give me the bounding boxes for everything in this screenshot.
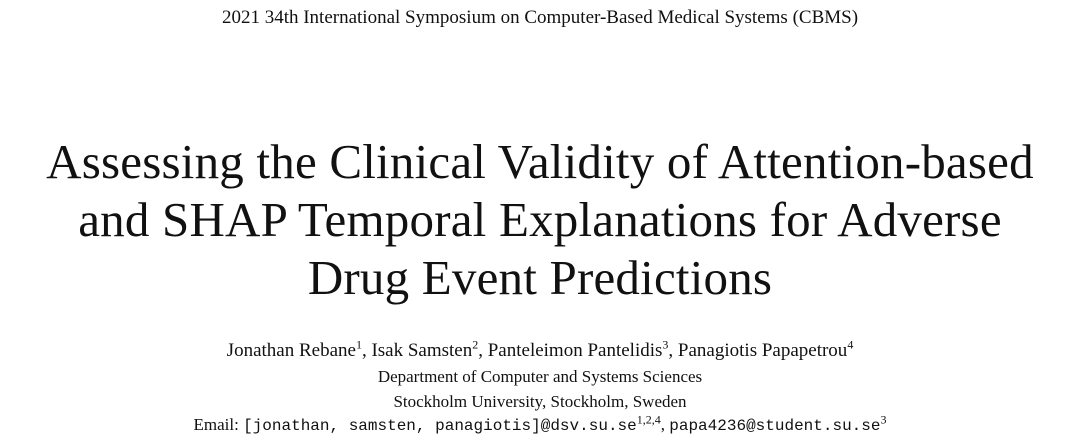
author-affiliation-marker: 2 bbox=[472, 337, 479, 352]
author-affiliation-marker: 1 bbox=[355, 337, 362, 352]
affiliation-university: Stockholm University, Stockholm, Sweden bbox=[393, 392, 687, 411]
email-label: Email: bbox=[193, 415, 244, 434]
conference-header: 2021 34th International Symposium on Computer-Based Medical Systems (CBMS) bbox=[221, 7, 859, 28]
email-address[interactable]: papa4236@student.su.se bbox=[669, 417, 881, 435]
author-separator: , bbox=[478, 340, 488, 361]
email-affiliation-marker: 3 bbox=[880, 412, 887, 427]
email-address[interactable]: [jonathan, samsten, panagiotis]@dsv.su.se bbox=[243, 417, 637, 435]
author-separator: , bbox=[668, 340, 678, 361]
paper-title bbox=[0, 133, 1080, 307]
author-affiliation-marker: 3 bbox=[662, 337, 669, 352]
author-name: Isak Samsten bbox=[371, 340, 473, 361]
author-separator: , bbox=[361, 340, 372, 361]
author-name: Panteleimon Pantelidis bbox=[487, 340, 663, 361]
author-name: Panagiotis Papapetrou bbox=[677, 340, 848, 361]
affiliation-department: Department of Computer and Systems Sciences bbox=[377, 367, 703, 386]
author-affiliation-marker: 4 bbox=[847, 337, 854, 352]
email-separator: , bbox=[660, 415, 670, 434]
title-line: Assessing the Clinical Validity of Attention-based bbox=[46, 134, 1034, 189]
title-line: and SHAP Temporal Explanations for Adverse bbox=[78, 192, 1002, 247]
author-list bbox=[0, 339, 1080, 363]
email-line bbox=[0, 414, 1080, 437]
author-name: Jonathan Rebane bbox=[226, 340, 356, 361]
title-line: Drug Event Predictions bbox=[307, 250, 773, 305]
email-affiliation-marker: 1,2,4 bbox=[636, 412, 661, 427]
